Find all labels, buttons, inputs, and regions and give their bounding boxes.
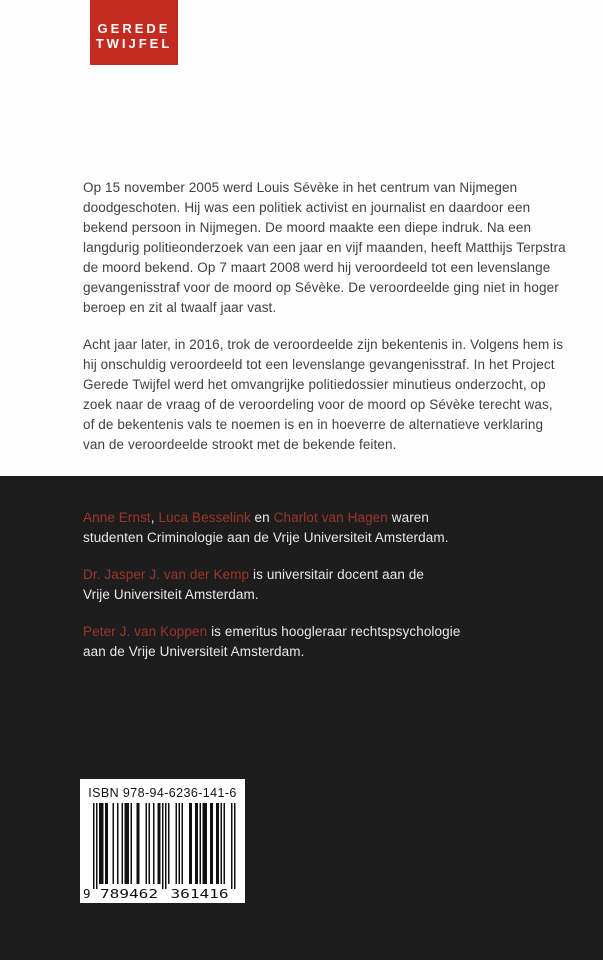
credit-line xyxy=(83,508,563,528)
barcode-bar xyxy=(146,803,148,884)
bottom-black-section xyxy=(0,476,603,960)
barcode-bar xyxy=(165,803,167,889)
author-name: Dr. Jasper J. van der Kemp xyxy=(83,567,250,582)
credit-text: waren xyxy=(387,510,430,525)
barcode-bar xyxy=(128,803,130,884)
barcode-bar xyxy=(224,803,226,884)
barcode-bar xyxy=(221,803,223,884)
blurb-line: bekend persoon in Nijmegen. De moord maakte een diepe indruk. Na een xyxy=(83,220,532,235)
credit-line xyxy=(83,565,563,585)
author-name: Luca Besselink xyxy=(158,510,251,525)
blurb-line: zoek naar de vraag of de veroordeling voor de moord op Sévèke terecht was, xyxy=(83,397,553,412)
blurb-line: de moord bekend. Op 7 maart 2008 werd hij veroordeeld tot een levenslange xyxy=(83,260,551,275)
barcode-bar xyxy=(137,803,139,884)
barcode-bar xyxy=(107,803,109,884)
barcode-bar xyxy=(216,803,218,884)
barcode-panel xyxy=(80,779,245,903)
credit-paragraph xyxy=(83,622,563,662)
barcode-bar xyxy=(153,803,155,884)
barcode-bar xyxy=(138,803,140,884)
barcode-bar xyxy=(189,803,191,884)
credit-text: aan de Vrije Universiteit Amsterdam. xyxy=(83,644,305,659)
barcode-digits: 789462 xyxy=(100,886,158,901)
barcode-bar xyxy=(101,803,103,884)
credit-paragraph xyxy=(83,565,563,605)
credit-text: , xyxy=(150,510,159,525)
credit-line xyxy=(83,585,563,605)
isbn-label: ISBN 978-94-6236-141-6 xyxy=(88,786,237,800)
barcode-bar xyxy=(176,803,178,884)
blurb-line: hij onschuldig veroordeeld tot een levenslange gevangenisstraf. In het Project xyxy=(83,357,555,372)
barcode-bar xyxy=(218,803,220,884)
barcode-bar xyxy=(234,803,236,889)
blurb-line: Acht jaar later, in 2016, trok de veroordeelde zijn bekentenis in. Volgens hem is xyxy=(83,337,564,352)
blurb-line: Gerede Twijfel werd het omvangrijke politiedossier minutieus onderzocht, op xyxy=(83,377,546,392)
barcode-bar xyxy=(231,803,233,889)
barcode-bar xyxy=(93,803,95,889)
barcode-bar xyxy=(200,803,202,884)
barcode-bar xyxy=(206,803,208,884)
credit-text: is universitair docent aan de xyxy=(249,567,425,582)
credit-line xyxy=(83,528,563,548)
barcode-bar xyxy=(125,803,127,884)
barcode-bar xyxy=(182,803,184,884)
barcode xyxy=(80,803,245,903)
barcode-bar xyxy=(168,803,170,884)
barcode-bar xyxy=(191,803,193,884)
credit-line xyxy=(83,622,563,642)
logo-line-2: TWIJFEL xyxy=(95,36,173,51)
barcode-bar xyxy=(162,803,164,889)
barcode-bar xyxy=(197,803,199,884)
blurb-paragraph xyxy=(83,178,566,318)
barcode-bar xyxy=(102,803,104,884)
credit-text: Vrije Universiteit Amsterdam. xyxy=(83,587,259,602)
author-name: Charlot van Hagen xyxy=(273,510,388,525)
blurb-line: langdurig politieonderzoek van een jaar en vijf maanden, heeft Matthijs Terpstra xyxy=(83,240,566,255)
barcode-bar xyxy=(122,803,124,884)
gerede-twijfel-logo xyxy=(90,0,178,65)
blurb-paragraph xyxy=(83,335,563,455)
blurb-line: doodgeschoten. Hij was een politiek activist en journalist en daardoor een xyxy=(83,200,531,215)
barcode-bar xyxy=(117,803,119,884)
credit-text: en xyxy=(250,510,274,525)
barcode-digits: 9 xyxy=(83,886,91,901)
author-name: Peter J. van Koppen xyxy=(83,624,208,639)
barcode-bar xyxy=(149,803,151,884)
barcode-digits: 361416 xyxy=(170,886,229,901)
barcode-bar xyxy=(158,803,160,884)
barcode-bar xyxy=(159,803,161,884)
blurb-line: beroep en zit al twaalf jaar vast. xyxy=(83,300,277,315)
barcode-bar xyxy=(126,803,128,884)
credit-line xyxy=(83,642,563,662)
barcode-bar xyxy=(203,803,205,884)
barcode-bar xyxy=(113,803,115,884)
barcode-bar xyxy=(179,803,181,884)
barcode-bar xyxy=(204,803,206,884)
barcode-bar xyxy=(96,803,98,889)
blurb xyxy=(83,178,566,472)
credit-text: is emeritus hoogleraar rechtspsychologie xyxy=(207,624,461,639)
author-credits xyxy=(83,508,563,679)
blurb-line: van de veroordeelde strookt met de bekende feiten. xyxy=(83,437,397,452)
author-name: Anne Ernst xyxy=(83,510,151,525)
blurb-line: gevangenisstraf voor de moord op Sévèke. De veroordeelde ging niet in hoger xyxy=(83,280,559,295)
barcode-bar xyxy=(99,803,101,884)
credit-text: studenten Criminologie aan de Vrije Universiteit Amsterdam. xyxy=(83,530,449,545)
blurb-line: of de bekentenis vals te noemen is en in hoeverre de alternatieve verklaring xyxy=(83,417,544,432)
barcode-bar xyxy=(210,803,212,884)
barcode-bar xyxy=(195,803,197,884)
barcode-bar xyxy=(131,803,133,884)
barcode-bar xyxy=(212,803,214,884)
logo-line-1: GEREDE xyxy=(97,21,171,36)
credit-paragraph xyxy=(83,508,563,548)
blurb-line: Op 15 november 2005 werd Louis Sévèke in het centrum van Nijmegen xyxy=(83,180,518,195)
barcode-bar xyxy=(105,803,107,884)
